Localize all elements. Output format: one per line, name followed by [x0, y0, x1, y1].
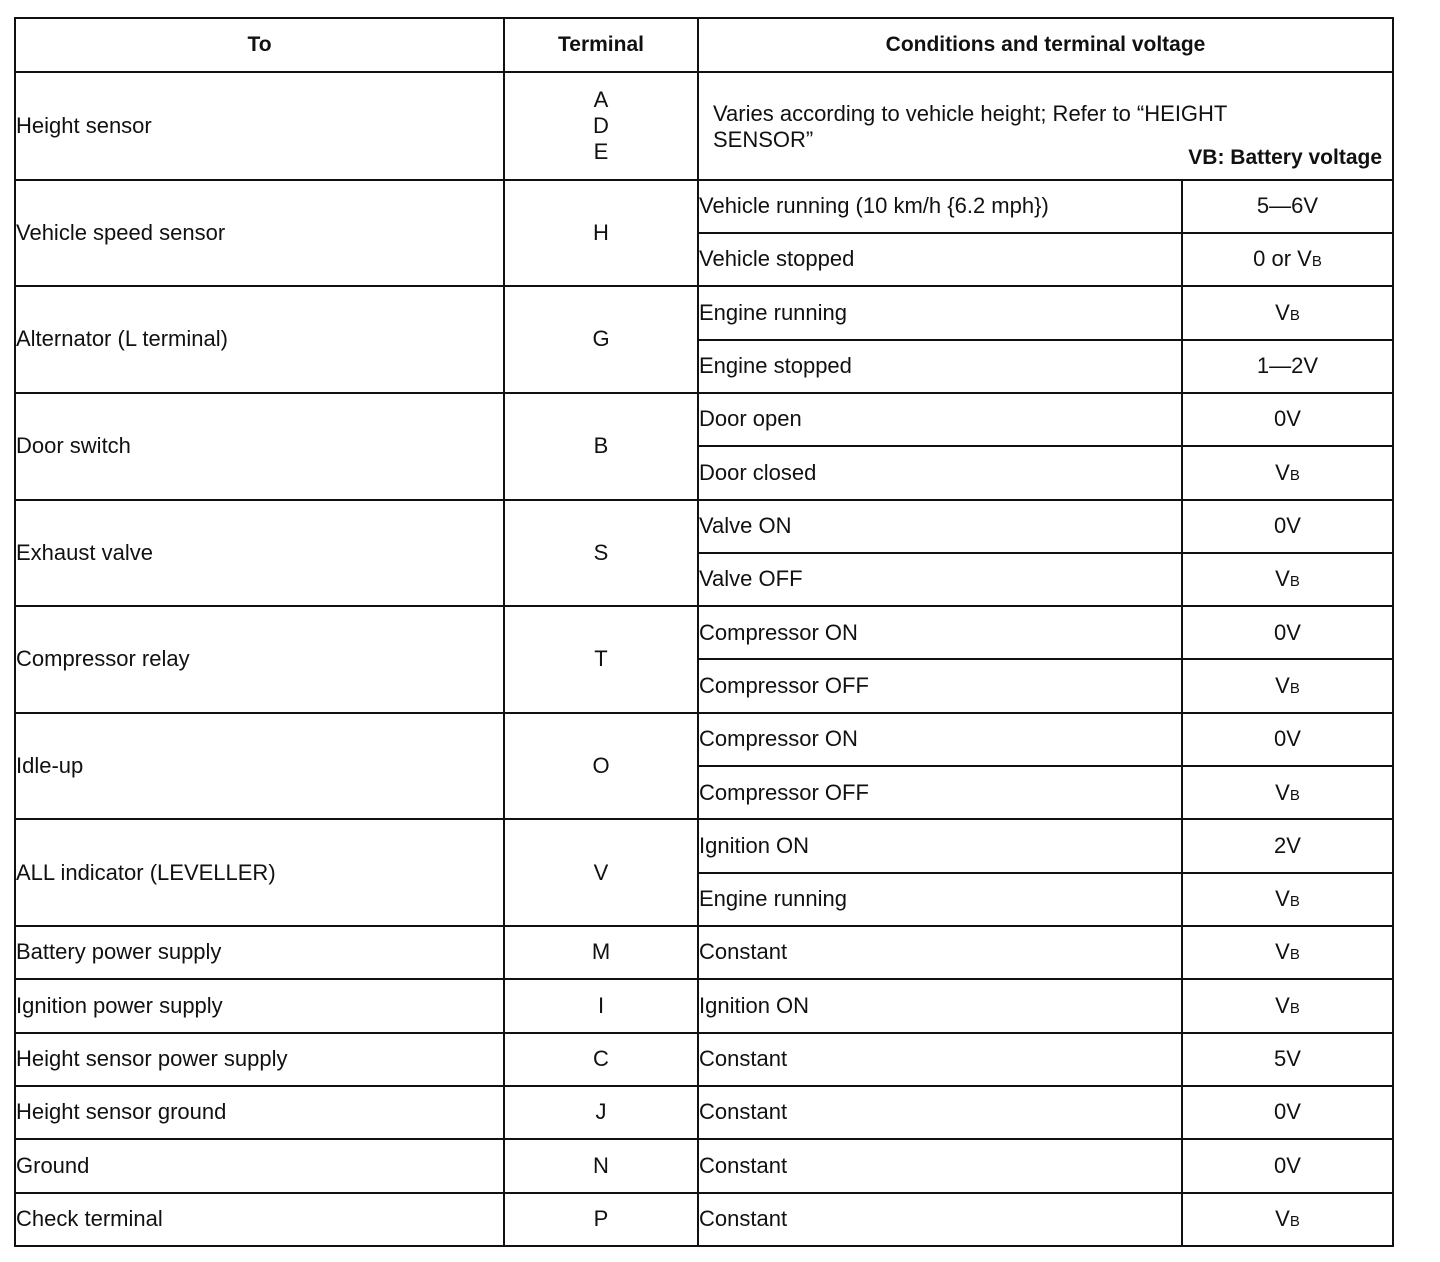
table-row-height-sensor: [15, 72, 1393, 180]
voltage-cell: 2V: [1182, 819, 1393, 872]
to-cell: Height sensor: [15, 72, 504, 180]
table-row: [15, 606, 1393, 659]
header-conditions: Conditions and terminal voltage: [698, 18, 1393, 72]
condition-cell: [698, 72, 1393, 180]
condition-cell: Compressor ON: [698, 606, 1182, 659]
to-cell: Height sensor power supply: [15, 1033, 504, 1086]
table-row: [15, 926, 1393, 979]
to-cell: ALL indicator (LEVELLER): [15, 819, 504, 926]
terminal-voltage-table: [14, 17, 1394, 1247]
voltage-cell: 5V: [1182, 1033, 1393, 1086]
condition-cell: Valve OFF: [698, 553, 1182, 606]
condition-cell: Constant: [698, 926, 1182, 979]
terminal-cell: S: [504, 500, 698, 607]
table-row: [15, 180, 1393, 233]
condition-cell: Compressor OFF: [698, 659, 1182, 712]
voltage-cell: VB: [1182, 873, 1393, 926]
table-row: [15, 979, 1393, 1032]
voltage-cell: 0V: [1182, 1086, 1393, 1139]
voltage-cell: VB: [1182, 659, 1393, 712]
condition-cell: Ignition ON: [698, 979, 1182, 1032]
to-cell: Door switch: [15, 393, 504, 500]
battery-voltage-legend: VB: Battery voltage: [1188, 146, 1383, 170]
voltage-cell: 0V: [1182, 500, 1393, 553]
table-row: [15, 713, 1393, 766]
to-cell: Idle-up: [15, 713, 504, 820]
voltage-cell: VB: [1182, 926, 1393, 979]
condition-cell: Door closed: [698, 446, 1182, 499]
condition-cell: Ignition ON: [698, 819, 1182, 872]
terminal-letter: E: [593, 138, 609, 164]
to-cell: Battery power supply: [15, 926, 504, 979]
terminal-letter: D: [593, 112, 609, 138]
condition-cell: Constant: [698, 1193, 1182, 1246]
to-cell: Alternator (L terminal): [15, 286, 504, 393]
to-cell: Ground: [15, 1139, 504, 1192]
to-cell: Exhaust valve: [15, 500, 504, 607]
voltage-cell: 0V: [1182, 606, 1393, 659]
terminal-cell: J: [504, 1086, 698, 1139]
table-row: [15, 500, 1393, 553]
terminal-letter: A: [593, 86, 609, 112]
condition-cell: Vehicle running (10 km/h {6.2 mph}): [698, 180, 1182, 233]
condition-cell: Constant: [698, 1086, 1182, 1139]
header-terminal: Terminal: [504, 18, 698, 72]
height-sensor-condition: Varies according to vehicle height; Refer to “HEIGHT SENSOR”: [713, 101, 1227, 153]
voltage-cell: 0V: [1182, 1139, 1393, 1192]
table-row: [15, 286, 1393, 339]
terminal-cell: N: [504, 1139, 698, 1192]
to-cell: Check terminal: [15, 1193, 504, 1246]
condition-cell: Constant: [698, 1139, 1182, 1192]
to-cell: Height sensor ground: [15, 1086, 504, 1139]
to-cell: Ignition power supply: [15, 979, 504, 1032]
terminal-cell: V: [504, 819, 698, 926]
condition-cell: Compressor ON: [698, 713, 1182, 766]
voltage-cell: VB: [1182, 553, 1393, 606]
table-row: [15, 1193, 1393, 1246]
terminal-cell: T: [504, 606, 698, 713]
voltage-cell: 0V: [1182, 713, 1393, 766]
terminal-cell: P: [504, 1193, 698, 1246]
condition-cell: Engine running: [698, 286, 1182, 339]
terminal-cell: O: [504, 713, 698, 820]
table-row: [15, 393, 1393, 446]
terminal-cell: B: [504, 393, 698, 500]
condition-cell: Vehicle stopped: [698, 233, 1182, 286]
voltage-cell: VB: [1182, 766, 1393, 819]
voltage-cell: VB: [1182, 979, 1393, 1032]
condition-cell: Valve ON: [698, 500, 1182, 553]
terminal-cell: G: [504, 286, 698, 393]
condition-cell: Compressor OFF: [698, 766, 1182, 819]
voltage-cell: 5—6V: [1182, 180, 1393, 233]
table-row: [15, 1033, 1393, 1086]
table-row: [15, 1086, 1393, 1139]
voltage-cell: VB: [1182, 446, 1393, 499]
condition-cell: Engine running: [698, 873, 1182, 926]
table-row: [15, 1139, 1393, 1192]
header-to: To: [15, 18, 504, 72]
header-row: [15, 18, 1393, 72]
voltage-cell: VB: [1182, 286, 1393, 339]
terminal-cell: I: [504, 979, 698, 1032]
to-cell: Vehicle speed sensor: [15, 180, 504, 287]
table-body: [15, 72, 1393, 1246]
terminal-cell: [504, 72, 698, 180]
condition-cell: Door open: [698, 393, 1182, 446]
voltage-cell: VB: [1182, 1193, 1393, 1246]
to-cell: Compressor relay: [15, 606, 504, 713]
condition-cell: Engine stopped: [698, 340, 1182, 393]
voltage-cell: 1—2V: [1182, 340, 1393, 393]
condition-cell: Constant: [698, 1033, 1182, 1086]
terminal-cell: C: [504, 1033, 698, 1086]
table-row: [15, 819, 1393, 872]
voltage-cell: 0 or VB: [1182, 233, 1393, 286]
voltage-cell: 0V: [1182, 393, 1393, 446]
terminal-cell: H: [504, 180, 698, 287]
terminal-cell: M: [504, 926, 698, 979]
